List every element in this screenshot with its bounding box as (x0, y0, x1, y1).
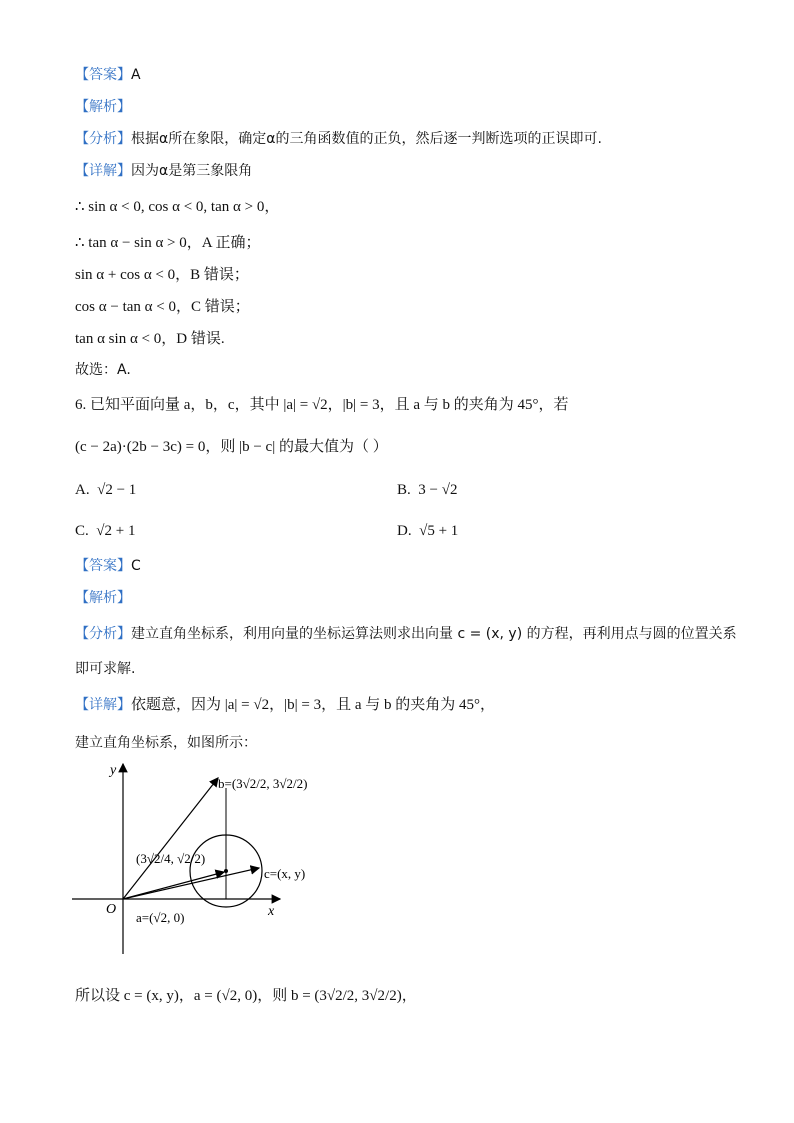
detail-tag: 【详解】 (75, 163, 131, 179)
fenxi-text: 建立直角坐标系，利用向量的坐标运算法则求出向量 c = (x, y) 的方程，再利用点与圆的位置关系 (131, 626, 737, 642)
final-line: 所以设 c = (x, y)，a = (√2, 0)，则 b = (3√2/2, 3√2/2)， (75, 988, 417, 1004)
detail-tag: 【详解】 (75, 697, 131, 713)
option-b (397, 478, 457, 502)
vector-c-label: c=(x, y) (264, 866, 306, 881)
option-text: √2 − 1 (97, 482, 137, 498)
analysis-tag: 【解析】 (75, 99, 131, 115)
fenxi-tag: 【分析】 (75, 626, 131, 642)
option-letter: C. (75, 523, 89, 539)
vector-b-label: b=(3√2/2, 3√2/2) (218, 776, 308, 791)
option-text: 3 − √2 (418, 482, 458, 498)
analysis-heading (75, 588, 131, 608)
fenxi-line (75, 129, 602, 149)
question-stem-line-1: 6. 已知平面向量 a，b，c，其中 |a| = √2，|b| = 3，且 a 与 b 的夹角为 45°，若 (75, 397, 569, 413)
step-5: tan α sin α < 0，D 错误. (75, 331, 225, 347)
step-4: cos α − tan α < 0，C 错误； (75, 299, 250, 315)
step-2: ∴ tan α − sin α > 0，A 正确； (75, 235, 261, 251)
y-axis-label: y (110, 763, 117, 778)
origin-label: O (106, 902, 117, 917)
answer-value: A (131, 67, 141, 83)
option-text: √5 + 1 (419, 523, 459, 539)
answer-line (75, 65, 141, 85)
fenxi-line (75, 624, 737, 644)
option-a (75, 478, 136, 502)
step-3: sin α + cos α < 0，B 错误； (75, 267, 249, 283)
step-1: ∴ sin α < 0, cos α < 0, tan α > 0， (75, 199, 280, 215)
coordinate-figure (68, 758, 348, 958)
question-stem-line-2: (c − 2a)·(2b − 3c) = 0，则 |b − c| 的最大值为（ ） (75, 439, 388, 455)
fenxi-text: 根据α所在象限，确定α的三角函数值的正负，然后逐一判断选项的正误即可. (131, 131, 602, 147)
center-point-label: (3√2/4, √2/2) (136, 851, 206, 866)
vector-a-label: a=(√2, 0) (136, 910, 185, 925)
answer-line (75, 556, 141, 576)
answer-tag: 【答案】 (75, 67, 131, 83)
option-letter: A. (75, 482, 90, 498)
detail-line (75, 161, 252, 181)
fenxi-line-2: 即可求解. (75, 661, 136, 677)
detail-text: 因为α是第三象限角 (131, 163, 253, 179)
answer-value: C (131, 558, 141, 574)
analysis-heading (75, 97, 131, 117)
option-text: √2 + 1 (96, 523, 136, 539)
detail-text: 依题意，因为 |a| = √2，|b| = 3，且 a 与 b 的夹角为 45°， (131, 697, 495, 713)
fenxi-tag: 【分析】 (75, 131, 131, 147)
x-axis-label: x (268, 904, 275, 919)
conclusion: 故选：A. (75, 362, 131, 378)
option-d (397, 519, 458, 543)
option-letter: B. (397, 482, 411, 498)
detail-line (75, 695, 495, 715)
option-c (75, 519, 135, 543)
answer-tag: 【答案】 (75, 558, 131, 574)
setup-line: 建立直角坐标系，如图所示： (75, 735, 257, 751)
option-letter: D. (397, 523, 412, 539)
analysis-tag: 【解析】 (75, 590, 131, 606)
